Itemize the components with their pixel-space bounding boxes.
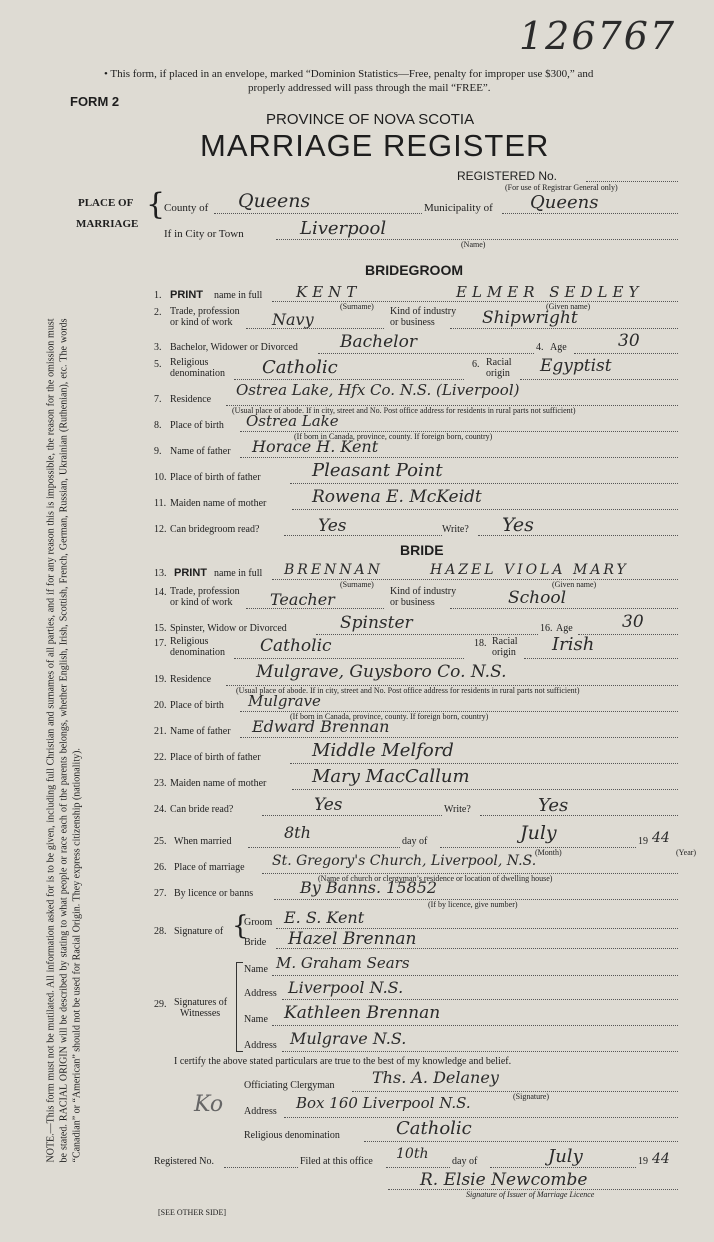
bride-signature: Hazel Brennan xyxy=(288,929,417,949)
bride-residence: Mulgrave, Guysboro Co. N.S. xyxy=(256,662,507,682)
f4-num: 4. xyxy=(536,342,544,353)
f28-num: 28. xyxy=(154,926,167,937)
groom-write-label: Write? xyxy=(442,524,469,535)
f22-label: Place of birth of father xyxy=(170,752,261,763)
clergy-religion-label: Religious denomination xyxy=(244,1130,340,1141)
see-other-side: [SEE OTHER SIDE] xyxy=(158,1208,226,1217)
f24-line xyxy=(262,815,442,816)
envelope-notice-line-2: properly addressed will pass through the mail “FREE”. xyxy=(248,82,491,94)
bride-religion: Catholic xyxy=(260,636,332,656)
marriage-place: St. Gregory's Church, Liverpool, N.S. xyxy=(272,853,537,869)
married-year-prefix: 19 xyxy=(638,836,648,847)
bride-birthplace: Mulgrave xyxy=(248,692,321,710)
f2-num: 2. xyxy=(154,307,162,318)
f1-bold: PRINT xyxy=(170,289,203,301)
f18-label-1: Racial xyxy=(492,636,518,647)
groom-trade: Navy xyxy=(272,310,314,329)
f21-num: 21. xyxy=(154,726,167,737)
f29-num: 29. xyxy=(154,999,167,1010)
f3-label: Bachelor, Widower or Divorced xyxy=(170,342,298,353)
filed-day-label: day of xyxy=(452,1156,478,1167)
bride-father: Edward Brennan xyxy=(252,717,390,736)
bride-industry: School xyxy=(508,588,567,608)
bride-industry-label-2: or business xyxy=(390,597,435,608)
w1-name-label: Name xyxy=(244,964,268,975)
registered-line xyxy=(224,1167,298,1168)
county-label: County of xyxy=(164,202,209,214)
groom-given-note: (Given name) xyxy=(546,302,591,311)
f9-label: Name of father xyxy=(170,446,231,457)
groom-industry: Shipwright xyxy=(482,308,578,328)
f3-num: 3. xyxy=(154,342,162,353)
county-line xyxy=(214,213,422,214)
place-label-2: MARRIAGE xyxy=(76,218,139,230)
f18-num: 18. xyxy=(474,638,487,649)
f11-label: Maiden name of mother xyxy=(170,498,267,509)
f2-label-1: Trade, profession xyxy=(170,306,240,317)
f2-line xyxy=(246,328,384,329)
f21-label: Name of father xyxy=(170,726,231,737)
f28-label: Signature of xyxy=(174,926,224,937)
married-month-note: (Month) xyxy=(535,848,562,857)
bride-surname-note: (Surname) xyxy=(340,580,374,589)
f15-num: 15. xyxy=(154,623,167,634)
registrar-note: (For use of Registrar General only) xyxy=(505,183,618,192)
f17-label-1: Religious xyxy=(170,636,209,647)
f17-num: 17. xyxy=(154,638,167,649)
f13-num: 13. xyxy=(154,568,167,579)
f18-label-2: origin xyxy=(492,647,516,658)
groom-residence: Ostrea Lake, Hfx Co. N.S. (Liverpool) xyxy=(236,381,520,399)
f13-bold: PRINT xyxy=(174,567,207,579)
bride-write-label: Write? xyxy=(444,804,471,815)
envelope-notice-text-1: This form, if placed in an envelope, marked “Dominion Statistics—Free, penalty for improper use $300,” and xyxy=(110,68,594,80)
f21-line xyxy=(240,737,678,738)
bride-father-birthplace: Middle Melford xyxy=(312,740,454,761)
clergy-address: Box 160 Liverpool N.S. xyxy=(296,1094,471,1112)
f22-line xyxy=(290,763,678,764)
f11-num: 11. xyxy=(154,498,167,509)
f14-num: 14. xyxy=(154,587,167,598)
f5-line xyxy=(234,379,464,380)
groom-status: Bachelor xyxy=(340,332,417,352)
f24-num: 24. xyxy=(154,804,167,815)
f10-line xyxy=(290,483,678,484)
f20-num: 20. xyxy=(154,700,167,711)
w2-name-label: Name xyxy=(244,1014,268,1025)
clergy-address-label: Address xyxy=(244,1106,277,1117)
groom-residence-note: (Usual place of abode. If in city, street and No. Post office address for residents in rural parts not sufficient) xyxy=(232,406,576,415)
registered-label: Registered No. xyxy=(154,1156,214,1167)
married-day-label: day of xyxy=(402,836,428,847)
bride-age: 30 xyxy=(622,612,644,632)
f29-label-1: Signatures of xyxy=(174,997,228,1008)
f20-label: Place of birth xyxy=(170,700,224,711)
f25-day-line xyxy=(248,847,400,848)
filed-label: Filed at this office xyxy=(300,1156,373,1167)
f12-label: Can bridegroom read? xyxy=(170,524,260,535)
f5-label-2: denomination xyxy=(170,368,225,379)
bride-given-note: (Given name) xyxy=(552,580,597,589)
w1-address: Liverpool N.S. xyxy=(288,978,404,997)
married-day: 8th xyxy=(284,823,311,842)
married-year-note: (Year) xyxy=(676,848,697,857)
groom-mother: Rowena E. McKeidt xyxy=(312,487,482,507)
f6-label-1: Racial xyxy=(486,357,512,368)
side-note: NOTE.—This form must not be mutilated. All information asked for is to be given, including full Christian and surnames of all parties, and if for any reason this is impossible, the reason for the omission must be stated. RACIAL ORIGIN will be described by stating to what people or race each of the parents belongs, whether English, Irish, Scottish, French, German, Russian, Ukrainian (Ruthenian), etc. The words “Canadian” or “American” should not be used for Racial Origin. They express citizenship (nationality). xyxy=(45,318,83,1163)
bride-industry-label-1: Kind of industry xyxy=(390,586,457,597)
f4-line xyxy=(574,353,678,354)
filed-month-line xyxy=(490,1167,636,1168)
clergy-address-line xyxy=(284,1117,678,1118)
groom-write: Yes xyxy=(502,514,534,536)
f18-line xyxy=(524,658,678,659)
f5-label-1: Religious xyxy=(170,357,209,368)
groom-birth-note: (If born in Canada, province, county. If foreign born, country) xyxy=(294,432,493,441)
f19-num: 19. xyxy=(154,674,167,685)
f9-line xyxy=(240,457,678,458)
margin-mark: Ko xyxy=(194,1092,224,1117)
marriage-place-note: (Name of church or clergyman’s residence or location of dwelling house) xyxy=(318,874,553,883)
clergyman-signature: Ths. A. Delaney xyxy=(372,1068,499,1087)
groom-read: Yes xyxy=(318,516,347,536)
f19-label: Residence xyxy=(170,674,212,685)
bride-write-line xyxy=(480,815,678,816)
w1-address-label: Address xyxy=(244,988,277,999)
groom-racial-origin: Egyptist xyxy=(540,356,612,376)
f13-line xyxy=(272,579,678,580)
bride-residence-note: (Usual place of abode. If in city, street and No. Post office address for residents in rural parts not sufficient) xyxy=(236,686,580,695)
bride-read: Yes xyxy=(314,795,343,815)
married-month: July xyxy=(520,822,557,844)
clergy-religion: Catholic xyxy=(396,1118,472,1139)
province-heading: PROVINCE OF NOVA SCOTIA xyxy=(266,111,475,128)
register-number-handwritten: 126767 xyxy=(519,14,677,58)
w1-name-line xyxy=(272,975,678,976)
f8-num: 8. xyxy=(154,420,162,431)
f8-label: Place of birth xyxy=(170,420,224,431)
f24-label: Can bride read? xyxy=(170,804,234,815)
filed-year-prefix: 19 xyxy=(638,1156,648,1167)
f7-label: Residence xyxy=(170,394,212,405)
f6-num: 6. xyxy=(472,359,480,370)
f17-line xyxy=(234,658,464,659)
f22-num: 22. xyxy=(154,752,167,763)
f3-line xyxy=(318,353,534,354)
bride-write: Yes xyxy=(538,795,569,816)
w1-address-line xyxy=(282,999,678,1000)
licence-note: (If by licence, give number) xyxy=(428,900,518,909)
w2-name: Kathleen Brennan xyxy=(284,1003,441,1023)
filed-day-line xyxy=(386,1167,450,1168)
groom-industry-line xyxy=(450,328,678,329)
married-year: 44 xyxy=(652,830,670,846)
f12-line xyxy=(284,535,442,536)
bride-status: Spinster xyxy=(340,613,413,633)
clergyman-label: Officiating Clergyman xyxy=(244,1080,335,1091)
groom-father-birthplace: Pleasant Point xyxy=(312,460,443,481)
bride-trade: Teacher xyxy=(270,590,335,609)
f25-label: When married xyxy=(174,836,232,847)
clergyman-signature-note: (Signature) xyxy=(513,1092,549,1101)
f16-label: Age xyxy=(556,623,573,634)
f29-label-2: Witnesses xyxy=(180,1008,221,1019)
f26-num: 26. xyxy=(154,862,167,873)
groom-religion: Catholic xyxy=(262,357,338,378)
f23-num: 23. xyxy=(154,778,167,789)
f12-num: 12. xyxy=(154,524,167,535)
groom-age: 30 xyxy=(618,331,640,351)
f1-line xyxy=(272,301,678,302)
f11-line xyxy=(292,509,678,510)
f7-num: 7. xyxy=(154,394,162,405)
bride-racial-origin: Irish xyxy=(552,634,595,655)
witness-bracket xyxy=(236,962,243,1052)
groom-given-names: ELMER SEDLEY xyxy=(456,283,644,301)
signature-brace: { xyxy=(232,911,249,941)
issuer-signature: R. Elsie Newcombe xyxy=(420,1170,588,1190)
groom-surname-note: (Surname) xyxy=(340,302,374,311)
envelope-notice-line-1: • This form, if placed in an envelope, marked “Dominion Statistics—Free, penalty for improper use $300,” and xyxy=(104,68,594,80)
f26-label: Place of marriage xyxy=(174,862,245,873)
f10-label: Place of birth of father xyxy=(170,472,261,483)
w2-address: Mulgrave N.S. xyxy=(290,1029,407,1048)
municipality-value: Queens xyxy=(530,192,599,213)
f14-label-1: Trade, profession xyxy=(170,586,240,597)
bride-given-names: HAZEL VIOLA MARY xyxy=(430,562,629,578)
municipality-line xyxy=(502,213,678,214)
filed-day: 10th xyxy=(396,1146,429,1162)
bride-sig-label: Bride xyxy=(244,937,267,948)
bride-birth-note: (If born in Canada, province, county. If foreign born, country) xyxy=(290,712,489,721)
place-label-1: PLACE OF xyxy=(78,197,134,209)
w2-address-label: Address xyxy=(244,1040,277,1051)
groom-father: Horace H. Kent xyxy=(252,437,379,456)
bridegroom-heading: BRIDEGROOM xyxy=(365,262,463,278)
groom-birthplace: Ostrea Lake xyxy=(246,412,339,430)
registered-no-line xyxy=(586,181,678,182)
groom-signature: E. S. Kent xyxy=(284,908,365,927)
city-name-note: (Name) xyxy=(461,240,486,249)
w2-address-line xyxy=(282,1051,678,1052)
groom-sig-label: Groom xyxy=(244,917,273,928)
county-value: Queens xyxy=(238,190,311,212)
f27-num: 27. xyxy=(154,888,167,899)
filed-year: 44 xyxy=(652,1151,670,1167)
clergy-religion-line xyxy=(364,1141,678,1142)
f23-line xyxy=(292,789,678,790)
registered-no-label: REGISTERED No. xyxy=(457,169,558,183)
page-title: MARRIAGE REGISTER xyxy=(200,128,550,163)
f16-num: 16. xyxy=(540,623,553,634)
filed-month: July xyxy=(548,1146,583,1167)
f2-label-2: or kind of work xyxy=(170,317,233,328)
f9-num: 9. xyxy=(154,446,162,457)
f1-label: name in full xyxy=(214,290,263,301)
f6-label-2: origin xyxy=(486,368,510,379)
certification-statement: I certify the above stated particulars are true to the best of my knowledge and belief. xyxy=(174,1056,512,1067)
municipality-label: Municipality of xyxy=(424,202,493,214)
licence-value: By Banns. 15852 xyxy=(300,878,438,897)
bride-surname: BRENNAN xyxy=(284,562,383,578)
f27-label: By licence or banns xyxy=(174,888,254,899)
f13-label: name in full xyxy=(214,568,263,579)
f25-num: 25. xyxy=(154,836,167,847)
issuer-label: Signature of Issuer of Marriage Licence xyxy=(466,1190,595,1199)
city-value: Liverpool xyxy=(300,218,387,239)
f23-label: Maiden name of mother xyxy=(170,778,267,789)
bride-mother: Mary MacCallum xyxy=(312,766,470,787)
groom-industry-label-2: or business xyxy=(390,317,435,328)
place-brace: { xyxy=(146,187,166,222)
w1-name: M. Graham Sears xyxy=(276,954,410,972)
form-label: FORM 2 xyxy=(70,94,120,109)
f5-num: 5. xyxy=(154,359,162,370)
f15-line xyxy=(316,634,538,635)
groom-surname: KENT xyxy=(296,283,362,301)
f1-num: 1. xyxy=(154,290,162,301)
groom-industry-label-1: Kind of industry xyxy=(390,306,457,317)
bride-industry-line xyxy=(450,608,678,609)
f6-line xyxy=(520,379,678,380)
bride-heading: BRIDE xyxy=(400,542,444,558)
f4-label: Age xyxy=(550,342,567,353)
f14-label-2: or kind of work xyxy=(170,597,233,608)
f17-label-2: denomination xyxy=(170,647,225,658)
f15-label: Spinster, Widow or Divorced xyxy=(170,623,287,634)
city-label: If in City or Town xyxy=(164,228,244,240)
w2-name-line xyxy=(272,1025,678,1026)
f10-num: 10. xyxy=(154,472,167,483)
